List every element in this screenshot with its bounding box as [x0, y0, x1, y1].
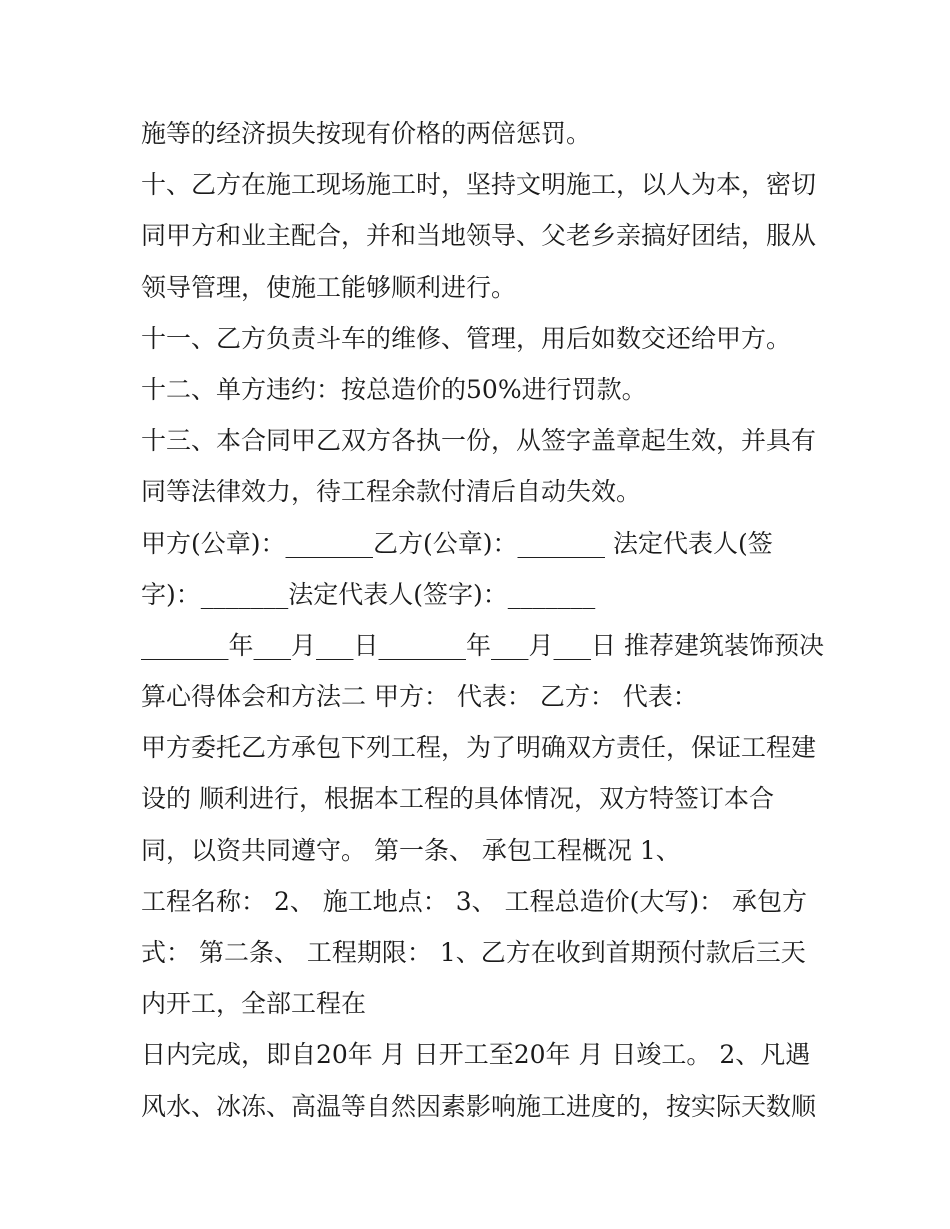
signature-line: 字)：_______法定代表人(签字)：_______ — [141, 579, 596, 609]
text-line: 同等法律效力，待工程余款付清后自动失效。 — [141, 477, 642, 507]
text-line: 十、乙方在施工现场施工时，坚持文明施工，以人为本，密切 — [141, 170, 817, 200]
text-line: 十一、乙方负责斗车的维修、管理，用后如数交还给甲方。 — [141, 323, 792, 353]
text-line: 工程名称： 2、 施工地点： 3、 工程总造价(大写)： 承包方 — [141, 886, 808, 916]
text-line: 同，以资共同遵守。 第一条、 承包工程概况 1、 — [141, 835, 681, 865]
text-line: 领导管理，使施工能够顺利进行。 — [141, 272, 517, 302]
text-line: 设的 顺利进行，根据本工程的具体情况，双方特签订本合 — [141, 784, 774, 814]
text-line: 风水、冰冻、高温等自然因素影响施工进度的，按实际天数顺 — [141, 1091, 817, 1121]
text-line: 十三、本合同甲乙双方各执一份，从签字盖章起生效，并具有 — [141, 426, 817, 456]
signature-line: 甲方(公章)：_______乙方(公章)：_______ 法定代表人(签 — [141, 528, 773, 558]
text-line: 内开工，全部工程在 — [141, 989, 367, 1019]
text-line: 日内完成，即自20年 月 日开工至20年 月 日竣工。 2、凡遇 — [141, 1040, 811, 1070]
date-line: _______年___月___日_______年___月___日 推荐建筑装饰预决 — [141, 630, 824, 660]
contract-text — [141, 108, 824, 1132]
text-line: 算心得体会和方法二 甲方： 代表： 乙方： 代表： — [141, 682, 698, 712]
text-line: 十二、单方违约：按总造价的50%进行罚款。 — [141, 374, 647, 404]
text-line: 同甲方和业主配合，并和当地领导、父老乡亲搞好团结，服从 — [141, 221, 817, 251]
text-line: 甲方委托乙方承包下列工程，为了明确双方责任，保证工程建 — [141, 733, 817, 763]
text-line: 式： 第二条、 工程期限： 1、乙方在收到首期预付款后三天 — [141, 938, 806, 967]
text-line: 施等的经济损失按现有价格的两倍惩罚。 — [141, 119, 592, 148]
